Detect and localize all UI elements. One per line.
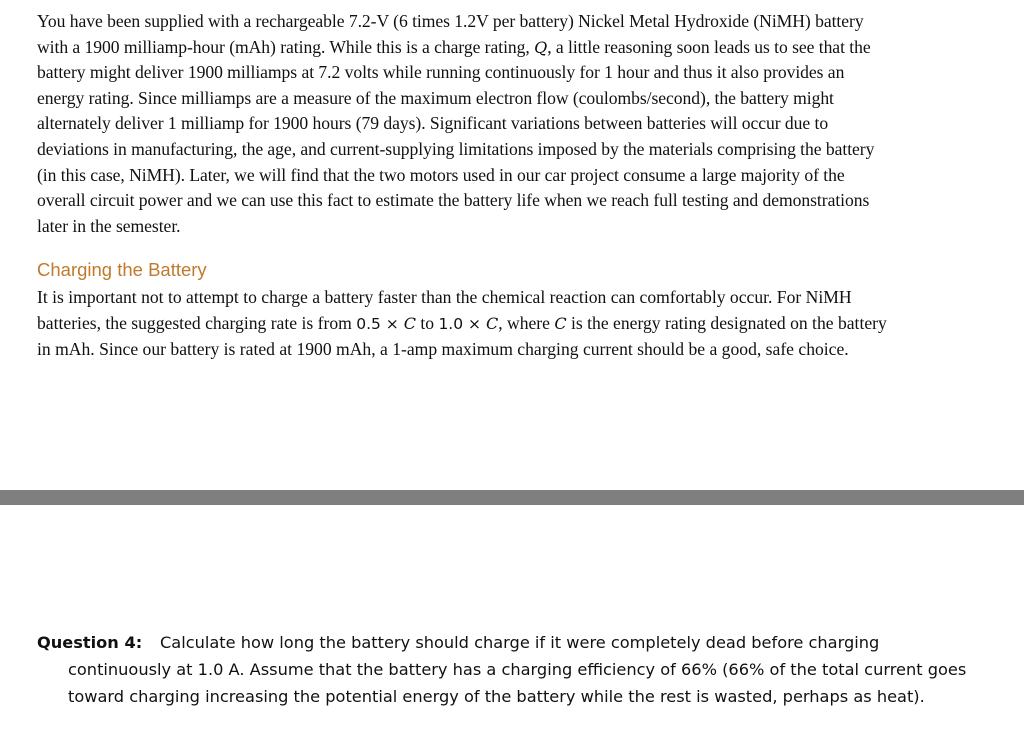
charging-line: in mAh. Since our battery is rated at 1900 mAh, a 1-amp maximum charging current should be a good, safe choice. (37, 339, 849, 360)
intro-line: alternately deliver 1 milliamp for 1900 hours (79 days). Significant variations between batteries will occur due to (37, 113, 829, 134)
intro-line: energy rating. Since milliamps are a measure of the maximum electron flow (coulombs/second), the battery might (37, 87, 834, 108)
charging-line-text: batteries, the suggested charging rate is from (37, 312, 357, 333)
question-block (37, 629, 997, 710)
charging-line-text: , where (498, 312, 555, 333)
rating-symbol: C (403, 313, 416, 333)
intro-line: battery might deliver 1900 milliamps at 7.2 volts while running continuously for 1 hour and thus it also provides an (37, 62, 845, 83)
intro-line: (in this case, NiMH). Later, we will find that the two motors used in our car project consume a large majority of the (37, 164, 845, 185)
intro-line: later in the semester. (37, 215, 181, 236)
intro-line (37, 35, 1024, 61)
question-line (37, 629, 997, 656)
page-divider (0, 490, 1024, 505)
intro-line: You have been supplied with a rechargeable 7.2-V (6 times 1.2V per battery) Nickel Metal Hydroxide (NiMH) battery (37, 11, 864, 31)
charging-line-text: to (415, 312, 439, 333)
section-heading-charging: Charging the Battery (37, 259, 207, 280)
rate-high-value: 1.0 × (438, 314, 486, 333)
charging-line-text: is the energy rating designated on the battery (566, 312, 887, 333)
rating-symbol: C (554, 313, 567, 333)
question-label: Question 4: (37, 633, 143, 652)
charging-line: It is important not to attempt to charge a battery faster than the chemical reaction can comfortably occur. For NiMH (37, 287, 852, 307)
charging-line (37, 311, 1024, 338)
intro-line-text: , a little reasoning soon leads us to see that the (547, 36, 871, 57)
question-line: continuously at 1.0 A. Assume that the battery has a charging efficiency of 66% (66% of the total current goes (68, 660, 967, 679)
intro-line-text: with a 1900 milliamp-hour (mAh) rating. While this is a charge rating, (37, 36, 535, 57)
charging-paragraph (37, 285, 1024, 363)
rate-low-value: 0.5 × (356, 314, 404, 333)
question-text: Calculate how long the battery should charge if it were completely dead before charging (160, 633, 880, 652)
charge-symbol: Q (534, 37, 548, 57)
intro-line: overall circuit power and we can use this fact to estimate the battery life when we reach full testing and demonstrations (37, 190, 870, 211)
question-line: toward charging increasing the potential energy of the battery while the rest is wasted, perhaps as heat). (68, 687, 925, 706)
rating-symbol: C (485, 313, 499, 333)
intro-paragraph (37, 9, 1024, 239)
intro-line: deviations in manufacturing, the age, and current-supplying limitations imposed by the materials comprising the battery (37, 138, 875, 159)
